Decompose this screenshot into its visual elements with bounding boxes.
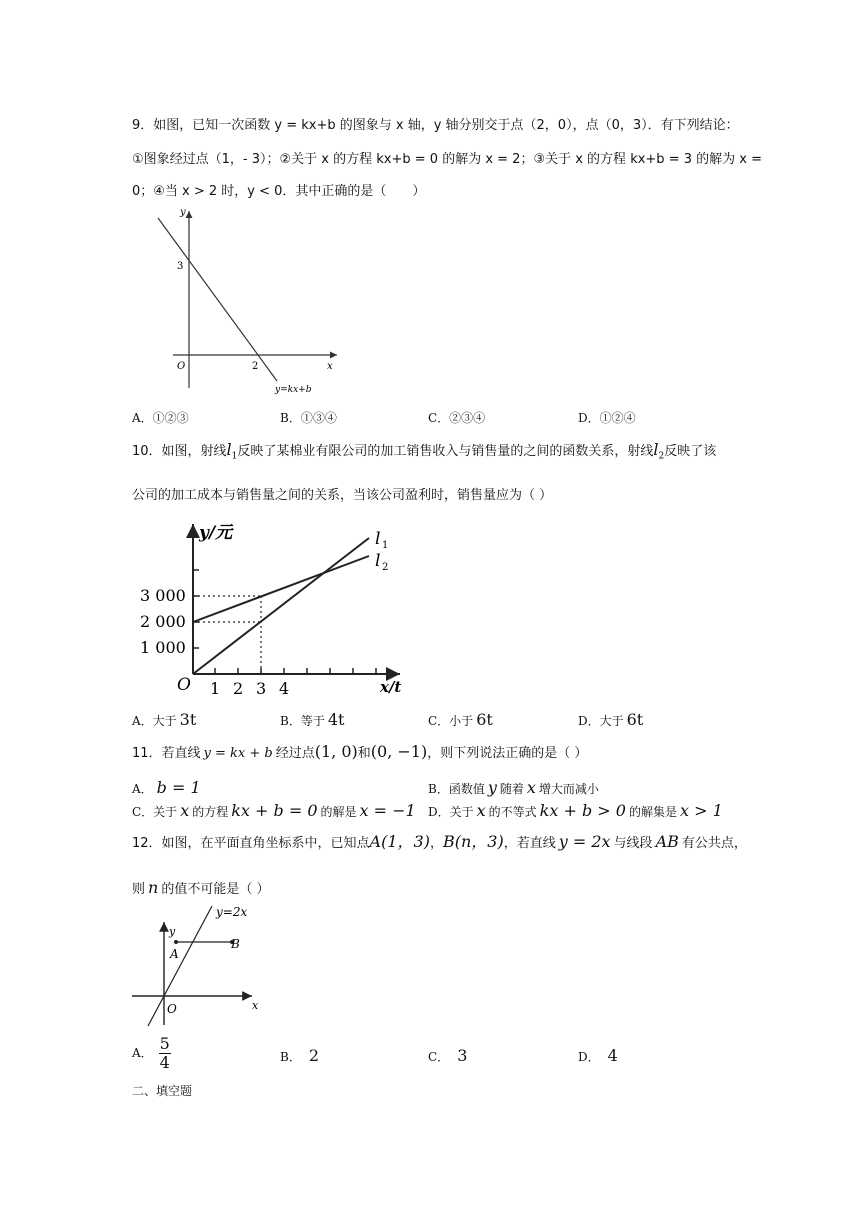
q10-graph — [135, 516, 415, 698]
q12-line-y2x — [148, 906, 212, 1026]
q10-l2-symbol: l — [653, 440, 659, 459]
q11-point-1: (1, 0) — [314, 742, 358, 761]
q9-option-d[interactable]: D．①②④ — [578, 411, 636, 425]
q12-stem-line1 — [132, 834, 747, 852]
q9-origin-label: O — [177, 361, 186, 372]
q10-option-a[interactable] — [132, 710, 196, 729]
q12-option-a-prefix: A． — [132, 1046, 153, 1060]
q10-l1-label-sub: 1 — [382, 540, 389, 551]
q9-y-tick: 3 — [177, 261, 184, 272]
q10-option-b-value: 4t — [327, 710, 345, 729]
q12-b-label: B — [231, 937, 240, 951]
q12-option-a[interactable] — [132, 1035, 171, 1072]
q12-line-label: y=2x — [216, 905, 248, 919]
q11-option-b-prefix: B．函数值 — [428, 782, 485, 796]
q12-comma: ， — [429, 836, 443, 851]
q12-option-b-value: 2 — [308, 1046, 320, 1065]
q10-option-b-prefix: B．等于 — [280, 714, 325, 728]
q11-option-c-mid2: 的解是 — [320, 805, 357, 819]
q10-x-tick-3: 3 — [256, 679, 267, 698]
q10-origin-label: O — [177, 675, 191, 695]
q11-point-2: (0, −1) — [370, 742, 428, 761]
q11-stem-mid2: 和 — [357, 746, 371, 761]
q11-option-a[interactable] — [132, 778, 201, 797]
q11-equation: y = kx + b — [203, 746, 273, 761]
section-heading-fill-in: 二、填空题 — [132, 1084, 193, 1098]
q10-ray-l2 — [193, 556, 369, 622]
q10-y-tick-1000: 1 000 — [140, 638, 186, 657]
q9-graph — [155, 203, 355, 403]
q10-l2-label-sub: 2 — [382, 562, 389, 573]
q12-option-d-prefix: D． — [578, 1050, 600, 1064]
q10-ray-l1 — [193, 538, 369, 674]
q10-option-d-value: 6t — [626, 710, 644, 729]
q11-option-d-prefix: D．关于 — [428, 805, 474, 819]
q12-a-label: A — [170, 947, 179, 961]
q12-option-c-prefix: C． — [428, 1050, 450, 1064]
q12-option-c[interactable] — [428, 1046, 467, 1065]
q12-option-a-denominator: 4 — [159, 1053, 170, 1072]
q10-y-label: y/元 — [199, 523, 233, 543]
q10-option-c[interactable] — [428, 710, 493, 729]
q11-option-a-math: b = 1 — [156, 778, 201, 797]
q12-line2-suffix: 的值不可能是（ ） — [161, 882, 270, 897]
q11-option-c-solution: x = −1 — [359, 801, 416, 820]
q11-option-b[interactable] — [428, 778, 599, 797]
q11-option-c-x: x — [180, 801, 190, 820]
q11-option-c-mid: 的方程 — [192, 805, 229, 819]
q10-l2-label: l — [375, 551, 381, 571]
q10-stem-line1 — [132, 442, 716, 465]
q11-option-b-y: y — [487, 778, 497, 797]
q12-point-a-dot — [174, 940, 178, 944]
q12-stem-mid2: 与线段 — [613, 836, 653, 851]
q10-option-d-prefix: D．大于 — [578, 714, 624, 728]
q12-equation: y = 2x — [558, 832, 611, 851]
q11-option-d-mid: 的不等式 — [488, 805, 537, 819]
q11-option-c-prefix: C．关于 — [132, 805, 178, 819]
q11-stem-suffix: ，则下列说法正确的是（ ） — [427, 746, 588, 761]
q12-segment: AB — [655, 832, 679, 851]
q10-x-tick-2: 2 — [233, 679, 244, 698]
q11-option-a-prefix: A． — [132, 782, 153, 796]
q10-option-c-prefix: C．小于 — [428, 714, 474, 728]
q11-option-d-mid2: 的解集是 — [628, 805, 677, 819]
q12-option-d[interactable] — [578, 1046, 618, 1065]
q10-option-d[interactable] — [578, 710, 643, 729]
q11-option-b-x: x — [526, 778, 536, 797]
q9-stem-line1: 9．如图，已知一次函数 y = kx+b 的图象与 x 轴，y 轴分别交于点（2，0），点（0，3）．有下列结论： — [132, 118, 739, 133]
q12-option-a-fraction — [159, 1035, 171, 1072]
q9-x-label: x — [327, 361, 333, 372]
q10-y-tick-3000: 3 000 — [140, 586, 186, 605]
q11-stem — [132, 744, 587, 762]
q11-option-c[interactable] — [132, 801, 416, 820]
q11-stem-prefix: 11．若直线 — [132, 746, 201, 761]
q12-graph — [128, 900, 268, 1030]
q11-option-d[interactable] — [428, 801, 723, 820]
q12-stem-suffix: 有公共点， — [681, 836, 747, 851]
q9-y-label: y — [180, 207, 186, 218]
q12-stem-prefix: 12．如图，在平面直角坐标系中，已知点 — [132, 836, 370, 851]
q12-y-label: y — [169, 925, 176, 938]
q9-line-label: y=kx+b — [275, 385, 312, 395]
q12-x-label: x — [252, 999, 259, 1012]
q9-stem-line3: 0；④当 x > 2 时，y < 0．其中正确的是（ ） — [132, 184, 426, 199]
q10-l1-symbol: l — [226, 440, 232, 459]
q10-l1-subscript: 1 — [231, 451, 238, 462]
q10-x-tick-4: 4 — [279, 679, 290, 698]
q11-stem-mid1: 经过点 — [275, 746, 315, 761]
q12-option-a-numerator: 5 — [159, 1034, 170, 1053]
q9-option-a[interactable]: A．①②③ — [132, 411, 189, 425]
q12-option-c-value: 3 — [457, 1046, 468, 1065]
q11-option-d-inequality: kx + b > 0 — [539, 801, 626, 820]
q10-stem-part1: 10．如图，射线 — [132, 444, 227, 459]
q12-option-d-value: 4 — [607, 1046, 618, 1065]
q12-point-a: A(1，3) — [369, 832, 430, 851]
q10-y-tick-2000: 2 000 — [140, 612, 186, 631]
q10-option-b[interactable] — [280, 710, 344, 729]
q10-stem-line2: 公司的加工成本与销售量之间的关系，当该公司盈利时，销售量应为（ ） — [132, 488, 553, 503]
q12-stem-mid: ，若直线 — [503, 836, 556, 851]
q11-option-c-equation: kx + b = 0 — [231, 801, 318, 820]
q9-function-line — [158, 218, 277, 381]
q12-n-symbol: n — [148, 878, 159, 897]
q10-x-label: x/t — [380, 678, 402, 696]
q10-x-tick-1: 1 — [210, 679, 221, 698]
q10-option-a-value: 3t — [179, 710, 197, 729]
q10-option-a-prefix: A．大于 — [132, 714, 177, 728]
q11-option-b-mid: 随着 — [499, 782, 524, 796]
q9-option-c[interactable]: C．②③④ — [428, 411, 486, 425]
q10-stem-part3: 反映了该 — [664, 444, 717, 459]
q9-x-tick: 2 — [252, 361, 259, 372]
q12-stem-line2 — [132, 880, 269, 898]
q10-option-c-value: 6t — [476, 710, 493, 729]
q12-origin-label: O — [167, 1002, 177, 1016]
q12-option-b[interactable] — [280, 1046, 319, 1065]
q9-stem-line2: ①图象经过点（1，- 3）；②关于 x 的方程 kx+b = 0 的解为 x = 2；③关于 x 的方程 kx+b = 3 的解为 x = — [132, 152, 762, 167]
q11-option-d-solution: x > 1 — [679, 801, 723, 820]
q10-stem-part2: 反映了某棉业有限公司的加工销售收入与销售量的之间的函数关系，射线 — [237, 444, 654, 459]
q11-option-b-suffix: 增大而减小 — [538, 782, 599, 796]
q12-line2-prefix: 则 — [132, 882, 146, 897]
q11-option-d-x: x — [476, 801, 486, 820]
q12-point-b: B(n，3) — [442, 832, 504, 851]
q12-option-b-prefix: B． — [280, 1050, 301, 1064]
q10-l2-subscript: 2 — [658, 451, 665, 462]
q9-option-b[interactable]: B．①③④ — [280, 411, 337, 425]
q10-l1-label: l — [375, 529, 381, 549]
